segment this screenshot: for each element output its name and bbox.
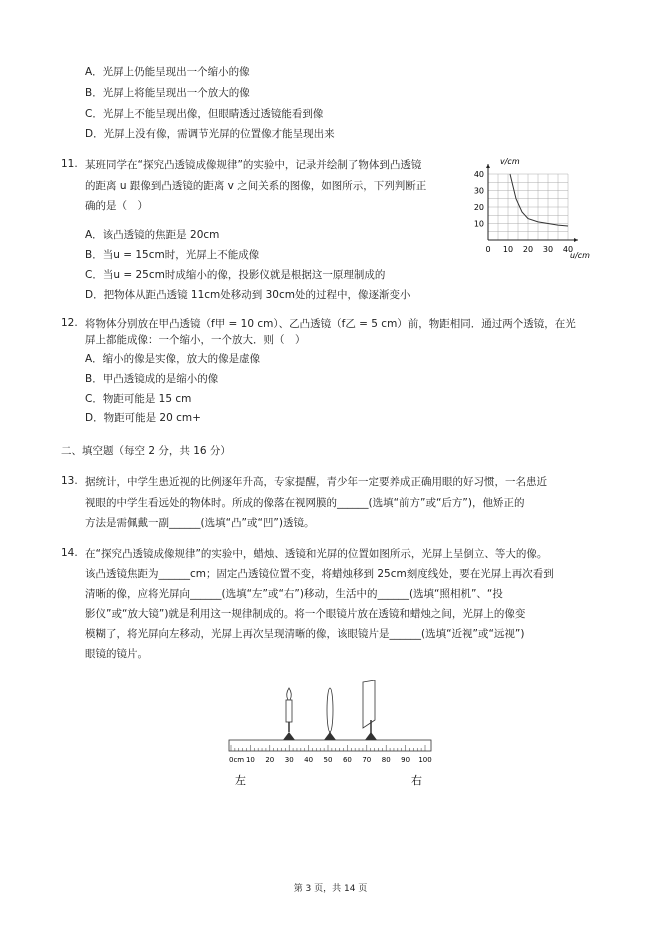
bench-left-label: 左 xyxy=(235,774,246,787)
bench-tick-label: 80 xyxy=(381,756,391,764)
y-tick-label: 20 xyxy=(473,203,484,212)
q14-line-2: 该凸透镜焦距为______cm；固定凸透镜位置不变，将蜡烛移到 25cm刻度线处，要在光屏上再次看到 xyxy=(85,568,554,580)
chart-grid xyxy=(488,174,568,240)
q11-option-c: C．当u = 25cm时成缩小的像，投影仪就是根据这一原理制成的 xyxy=(85,269,386,281)
chart-axes xyxy=(486,164,578,242)
q13-line-3: 方法是需佩戴一副______(选填“凸”或“凹”)透镜。 xyxy=(85,517,315,529)
q10-option-d: D．光屏上没有像，需调节光屏的位置像才能呈现出来 xyxy=(85,128,335,140)
q11-stem-line-2: 的距离 u 跟像到凸透镜的距离 v 之间关系的图像，如图所示，下列判断正 xyxy=(85,180,427,192)
y-tick-label: 30 xyxy=(473,186,484,196)
q12-stem-line-1: 将物体分别放在甲凸透镜（f甲 = 10 cm）、乙凸透镜（f乙 = 5 cm）前，物距相同．通过两个透镜，在光 xyxy=(85,318,576,330)
x-tick-label: 10 xyxy=(502,245,514,254)
q11-stem-line-3: 确的是（ ） xyxy=(85,200,148,212)
optical-bench-ruler xyxy=(229,740,431,751)
q12-stem-line-2: 屏上都能成像：一个缩小，一个放大．则（ ） xyxy=(85,334,306,346)
bench-tick-label: 30 xyxy=(284,756,294,764)
q13-number: 13. xyxy=(61,475,78,487)
q10-option-c: C．光屏上不能呈现出像，但眼睛透过透镜能看到像 xyxy=(85,108,324,120)
y-axis-arrow xyxy=(486,164,490,168)
page-footer: 第 3 页，共 14 页 xyxy=(293,884,368,894)
bench-tick-label: 100 xyxy=(418,756,432,764)
q12-option-b: B．甲凸透镜成的是缩小的像 xyxy=(85,373,219,385)
q12-number: 12. xyxy=(61,317,78,329)
bench-tick-label: 10 xyxy=(245,756,255,764)
q12-option-c: C．物距可能是 15 cm xyxy=(85,393,192,405)
q14-line-1: 在“探究凸透镜成像规律”的实验中，蜡烛、透镜和光屏的位置如图所示，光屏上呈倒立、等大的像。 xyxy=(85,548,548,560)
q11-option-d: D．把物体从距凸透镜 11cm处移动到 30cm处的过程中，像逐渐变小 xyxy=(85,289,411,301)
light-screen-icon xyxy=(363,680,377,740)
bench-tick-label: 0cm xyxy=(229,756,245,764)
q11-number: 11. xyxy=(61,158,78,170)
x-axis-arrow xyxy=(574,238,578,242)
bench-tick-label: 90 xyxy=(401,756,411,764)
x-tick-label: 0 xyxy=(485,245,491,254)
x-tick-label: 30 xyxy=(542,245,554,254)
q10-option-b: B．光屏上将能呈现出一个放大的像 xyxy=(85,87,250,99)
x-tick-label: 20 xyxy=(522,245,534,254)
candle-icon xyxy=(283,688,295,740)
x-tick-label: 40 xyxy=(562,245,574,254)
q12-option-d: D．物距可能是 20 cm+ xyxy=(85,412,201,424)
q14-line-4: 影仪”或“放大镜”)就是利用这一规律制成的。将一个眼镜片放在透镜和蜡烛之间，光屏上的像变 xyxy=(85,608,526,620)
q10-option-a: A．光屏上仍能呈现出一个缩小的像 xyxy=(85,66,250,78)
y-tick-label: 10 xyxy=(473,219,484,229)
uv-curve xyxy=(510,174,568,226)
chart-xlabel: u/cm xyxy=(570,251,590,260)
convex-lens-icon xyxy=(324,688,336,740)
q14-number: 14. xyxy=(61,547,78,559)
bench-tick-label: 70 xyxy=(362,756,372,764)
q11-stem-line-1: 某班同学在“探究凸透镜成像规律”的实验中，记录并绘制了物体到凸透镜 xyxy=(85,159,422,171)
bench-tick-label: 20 xyxy=(265,756,275,764)
q14-line-3: 清晰的像，应将光屏向______(选填“左”或“右”)移动，生活中的______(选填“照相机”、“投 xyxy=(85,588,503,600)
q13-line-2: 视眼的中学生看远处的物体时。所成的像落在视网膜的______(选填“前方”或“后方”)，他矫正的 xyxy=(85,497,525,509)
q11-option-b: B．当u = 15cm时，光屏上不能成像 xyxy=(85,249,260,261)
q14-line-5: 模糊了，将光屏向左移动，光屏上再次呈现清晰的像，该眼镜片是______(选填“近视”或“远视”) xyxy=(85,628,525,640)
q11-option-a: A．该凸透镜的焦距是 20cm xyxy=(85,229,220,241)
bench-tick-label: 60 xyxy=(342,756,352,764)
bench-tick-label: 50 xyxy=(323,756,333,764)
optical-bench-figure xyxy=(225,680,435,790)
y-tick-label: 40 xyxy=(473,170,484,179)
q12-option-a: A．缩小的像是实像，放大的像是虚像 xyxy=(85,353,261,365)
section-heading-fill-in: 二、填空题（每空 2 分，共 16 分） xyxy=(61,445,231,457)
bench-right-label: 右 xyxy=(411,774,422,787)
bench-tick-label: 40 xyxy=(304,756,314,764)
uv-chart xyxy=(470,152,590,262)
chart-ylabel: v/cm xyxy=(500,157,520,166)
q14-line-6: 眼镜的镜片。 xyxy=(85,648,148,660)
q13-line-1: 据统计，中学生患近视的比例逐年升高，专家提醒，青少年一定要养成正确用眼的好习惯，一名患近 xyxy=(85,476,547,488)
